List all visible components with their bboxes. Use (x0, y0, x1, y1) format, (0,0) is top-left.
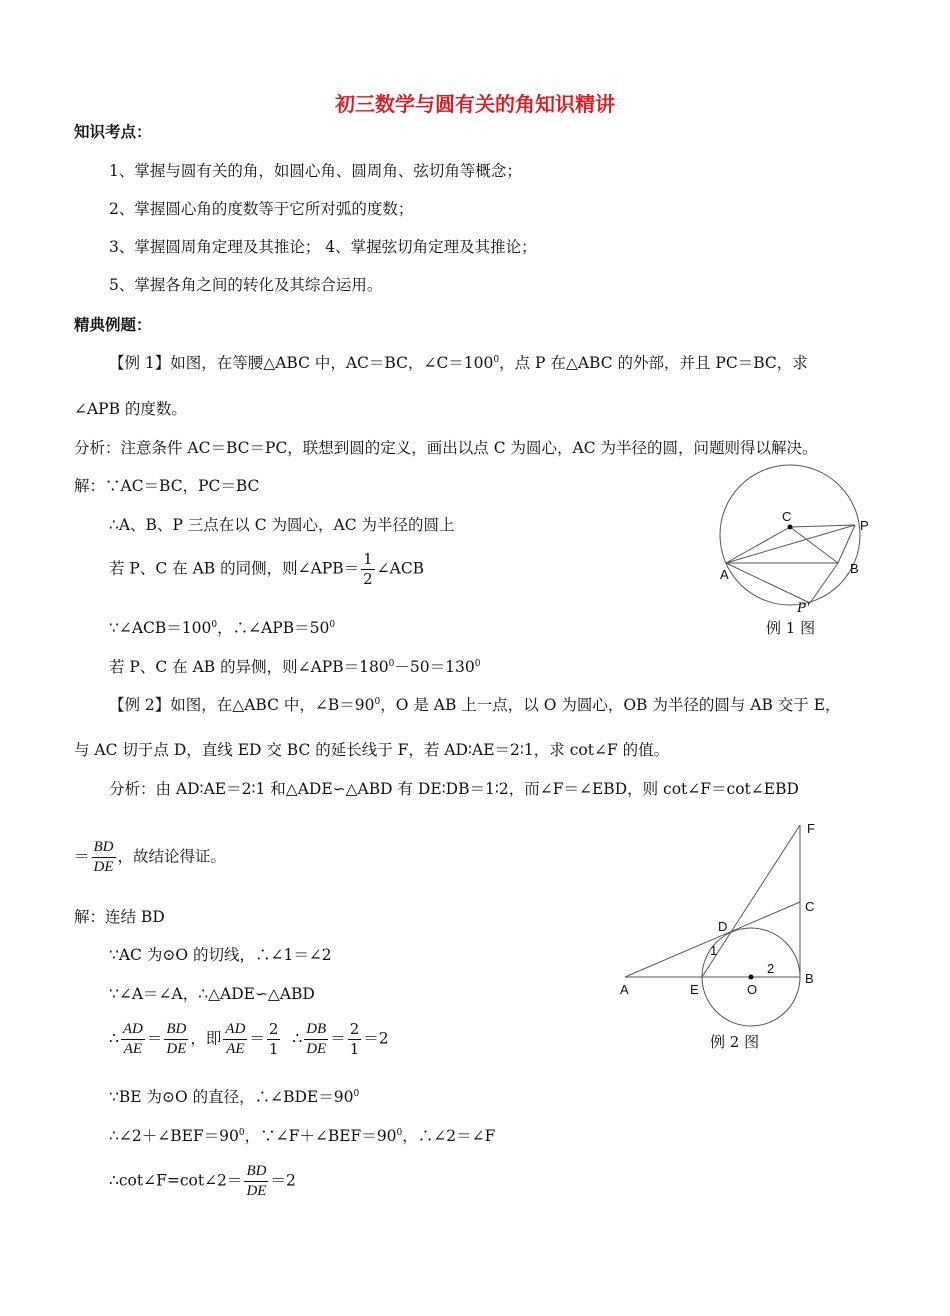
ex2-label-A: A (620, 982, 629, 997)
ex2-solution-3: ∵∠A＝∠A，∴△ADE∽△ABD (109, 985, 315, 1003)
ex1-caption: 例 1 图 (766, 619, 816, 637)
examples-heading: 精典例题： (74, 315, 152, 334)
ex2-label-1: 1 (710, 943, 718, 958)
ex2-solution-5: ∵BE 为⊙O 的直径，$\therefore\angle BDE=90^0$ (109, 1088, 360, 1106)
knowledge-point-2: 2、掌握圆心角的度数等于它所对弧的度数； (109, 200, 414, 218)
ex2-solution-1: 解：连结 BD (74, 908, 165, 926)
ex1-solution-3: 若 P、C 在 AB 的同侧，则∠APB＝ $\frac{1}{2}$ ∠ACB (109, 550, 425, 588)
ex2-label-B: B (805, 971, 814, 986)
ex2-label-F: F (807, 821, 815, 836)
ex2-analysis: 分析：由 AD∶AE＝2∶1 和△ADE∽△ABD 有 DE∶DB＝1∶2，而∠F＝∠EBD，则 cot∠F＝cot∠EBD (109, 780, 799, 798)
ex1-label-P-prime: P′ (797, 600, 810, 616)
ex2-analysis-conclusion: ＝ $\frac{BD}{DE}$ ，故结论得证。 (74, 839, 227, 875)
ex2-solution-7: ∴cot∠F=cot∠2＝ $\frac{BD}{DE}$ ＝2 (109, 1163, 296, 1199)
ex2-label-E: E (690, 982, 699, 997)
ex2-label-C: C (805, 899, 815, 914)
ex1-label-P: P (860, 518, 869, 533)
ex1-solution-1: 解：∵AC＝BC，PC＝BC (74, 477, 260, 495)
ex1-figure (700, 455, 880, 655)
ex2-problem-line2: 与 AC 切于点 D，直线 ED 交 BC 的延长线于 F，若 AD∶AE＝2∶1，求 cot∠F 的值。 (74, 741, 670, 759)
knowledge-point-5: 5、掌握各角之间的转化及其综合运用。 (109, 276, 383, 294)
ex1-label-C: C (782, 509, 792, 524)
ex2-label-2: 2 (767, 961, 775, 976)
ex2-solution-6: $\therefore\angle 2+\angle BEF=90^0$，$\because\angle F+\angle BEF=90^0$，∴∠2＝∠F (109, 1127, 496, 1145)
ex1-solution-5: 若 P、C 在 AB 的异侧，则$\angle APB=180^0-50=130^0$ (109, 658, 481, 676)
ex1-problem-line2: ∠APB 的度数。 (74, 400, 187, 418)
ex2-label-D: D (718, 919, 728, 934)
ex2-problem-line1: 【例 2】如图，在△ABC 中，$\angle B=90^0$，O 是 AB 上一点，以 O 为圆心，OB 为半径的圆与 AB 交于 E， (109, 696, 841, 714)
ex1-solution-4: $\because\angle ACB=100^0$，$\therefore\angle APB=50^0$ (109, 619, 336, 637)
ex1-problem-line1: 【例 1】如图，在等腰△ABC 中，AC＝BC，$\angle C=100^0$，点 P 在△ABC 的外部，并且 PC＝BC，求 (109, 354, 808, 372)
knowledge-point-1: 1、掌握与圆有关的角，如圆心角、圆周角、弦切角等概念； (109, 162, 522, 180)
knowledge-heading: 知识考点： (74, 122, 152, 141)
page-title: 初三数学与圆有关的角知识精讲 (335, 92, 615, 116)
ex2-label-O: O (747, 982, 758, 997)
ex1-analysis: 分析：注意条件 AC＝BC＝PC，联想到圆的定义，画出以点 C 为圆心，AC 为半径的圆，问题则得以解决。 (74, 439, 818, 457)
ex1-solution-2: ∴A、B、P 三点在以 C 为圆心，AC 为半径的圆上 (109, 516, 455, 534)
ex2-caption: 例 2 图 (710, 1033, 760, 1051)
ex1-label-A: A (720, 567, 729, 582)
fraction-half: $\frac{1}{2}$ (363, 550, 373, 588)
ex2-solution-2: ∵AC 为⊙O 的切线，∴∠1＝∠2 (109, 946, 332, 964)
knowledge-point-3-4: 3、掌握圆周角定理及其推论； 4、掌握弦切角定理及其推论； (109, 238, 537, 256)
ex2-solution-4: ∴ $\frac{AD}{AE}$ ＝ $\frac{BD}{DE}$ ，即 $\frac{AD}{AE}$ ＝ $\frac{2}{1}$ ∴ $\frac{DB}{DE}$ ＝ $\frac{2}{1}$ ＝2 (109, 1020, 389, 1058)
ex2-figure (610, 815, 830, 1060)
ex1-label-B: B (850, 561, 859, 576)
